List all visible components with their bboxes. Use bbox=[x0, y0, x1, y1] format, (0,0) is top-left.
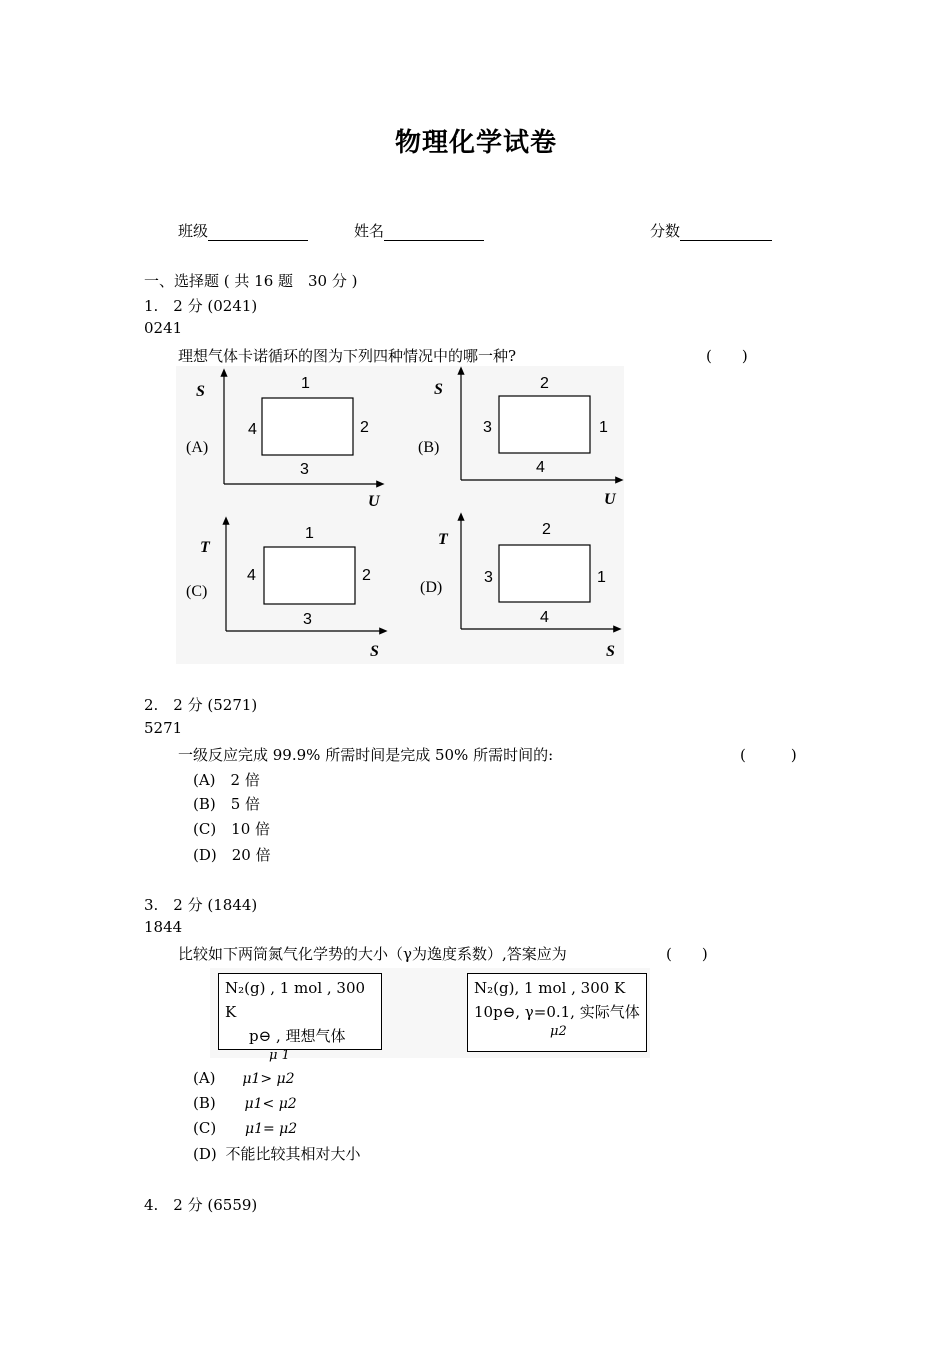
panel-c-bottom: 3 bbox=[303, 611, 312, 628]
panel-d-top: 2 bbox=[542, 521, 551, 538]
panel-b-bottom: 4 bbox=[536, 459, 545, 476]
cylinder-left-line3: μ 1 bbox=[269, 1048, 290, 1063]
question-2-stem: 一级反应完成 99.9% 所需时间是完成 50% 所需时间的: bbox=[178, 746, 554, 764]
page-title: 物理化学试卷 bbox=[394, 128, 557, 158]
class-blank bbox=[208, 226, 308, 241]
panel-a-right: 2 bbox=[360, 419, 369, 436]
option-b-letter: (B) bbox=[193, 1094, 216, 1112]
score-field bbox=[650, 220, 772, 241]
question-2-code: 5271 bbox=[144, 719, 183, 737]
panel-c-left: 4 bbox=[247, 567, 256, 584]
panel-d-y-axis: T bbox=[438, 531, 448, 548]
panel-b-top: 2 bbox=[540, 375, 549, 392]
question-2-option-a: (A) 2 倍 bbox=[193, 771, 260, 789]
question-3-head: 3. 2 分 (1844) bbox=[144, 896, 258, 914]
question-2-option-c: (C) 10 倍 bbox=[193, 820, 271, 838]
cylinder-left-line2: p⊖ , 理想气体 bbox=[249, 1027, 346, 1045]
cylinder-right-line1: N₂(g), 1 mol , 300 K bbox=[474, 979, 626, 997]
name-blank bbox=[384, 226, 484, 241]
panel-d-x-axis: S bbox=[606, 643, 615, 660]
question-1-stem: 理想气体卡诺循环的图为下列四种情况中的哪一种? bbox=[178, 347, 517, 365]
panel-c-x-axis: S bbox=[370, 643, 379, 660]
question-2-option-b: (B) 5 倍 bbox=[193, 795, 261, 813]
panel-b-y-axis: S bbox=[434, 381, 443, 398]
class-field bbox=[178, 220, 308, 241]
panel-a-x-axis: U bbox=[368, 493, 380, 510]
panel-d-left: 3 bbox=[484, 569, 493, 586]
panel-d-right: 1 bbox=[597, 569, 606, 586]
panel-c-right: 2 bbox=[362, 567, 371, 584]
panel-a-letter: (A) bbox=[186, 439, 209, 456]
question-1-code: 0241 bbox=[144, 319, 183, 337]
question-1-head: 1. 2 分 (0241) bbox=[144, 297, 258, 315]
name-label: 姓名 bbox=[354, 222, 385, 240]
panel-d bbox=[420, 516, 618, 660]
question-4-head: 4. 2 分 (6559) bbox=[144, 1196, 258, 1214]
option-c-text: μ1= μ2 bbox=[244, 1121, 298, 1137]
cylinder-right-line3: μ2 bbox=[550, 1024, 567, 1039]
question-2-head: 2. 2 分 (5271) bbox=[144, 696, 258, 714]
score-blank bbox=[680, 226, 772, 241]
panel-a-y-axis: S bbox=[196, 383, 205, 400]
panel-b-letter: (B) bbox=[418, 439, 440, 456]
question-3-code: 1844 bbox=[144, 918, 183, 936]
panel-b-right: 1 bbox=[599, 419, 608, 436]
option-a-letter: (A) bbox=[193, 1069, 216, 1087]
section-heading: 一、选择题 ( 共 16 题 30 分 ) bbox=[144, 272, 358, 290]
panel-a-left: 4 bbox=[248, 421, 257, 438]
name-field bbox=[354, 220, 484, 241]
option-d-letter: (D) bbox=[193, 1145, 217, 1163]
question-3-option-b bbox=[193, 1094, 297, 1112]
question-1-answer-blank: ( ) bbox=[706, 347, 748, 365]
cylinder-left-line1: N₂(g) , 1 mol , 300 K bbox=[225, 979, 366, 1021]
cylinder-right-line2: 10p⊖, γ=0.1, 实际气体 bbox=[474, 1003, 640, 1021]
question-2-option-d: (D) 20 倍 bbox=[193, 846, 271, 864]
carnot-cycle-svg bbox=[176, 366, 624, 664]
question-3-option-d bbox=[193, 1143, 361, 1164]
carnot-cycle-figure bbox=[176, 366, 624, 664]
panel-d-bottom: 4 bbox=[540, 609, 549, 626]
panel-b-left: 3 bbox=[483, 419, 492, 436]
panel-a-top: 1 bbox=[301, 375, 310, 392]
question-3-option-c bbox=[193, 1119, 297, 1137]
panel-d-letter: (D) bbox=[420, 579, 443, 596]
panel-a bbox=[186, 372, 381, 510]
question-3-answer-blank: ( ) bbox=[666, 945, 708, 963]
option-c-letter: (C) bbox=[193, 1119, 217, 1137]
option-a-text: μ1> μ2 bbox=[242, 1071, 295, 1087]
question-2-answer-blank: ( ) bbox=[740, 746, 797, 764]
panel-b-x-axis: U bbox=[604, 491, 616, 508]
panel-a-bottom: 3 bbox=[300, 461, 309, 478]
class-label: 班级 bbox=[178, 222, 209, 240]
question-3-stem: 比较如下两筒氮气化学势的大小（γ为逸度系数）,答案应为 bbox=[178, 945, 567, 963]
cylinder-left-box bbox=[218, 973, 382, 1063]
option-d-text: 不能比较其相对大小 bbox=[225, 1145, 361, 1163]
panel-c-y-axis: T bbox=[200, 539, 210, 556]
panel-c-top: 1 bbox=[305, 525, 314, 542]
panel-c bbox=[186, 520, 384, 660]
option-b-text: μ1< μ2 bbox=[244, 1096, 297, 1112]
score-label: 分数 bbox=[650, 222, 681, 240]
panel-b bbox=[418, 370, 620, 508]
cylinder-right-box bbox=[467, 973, 647, 1052]
question-3-option-a bbox=[193, 1069, 295, 1087]
panel-c-letter: (C) bbox=[186, 583, 208, 600]
